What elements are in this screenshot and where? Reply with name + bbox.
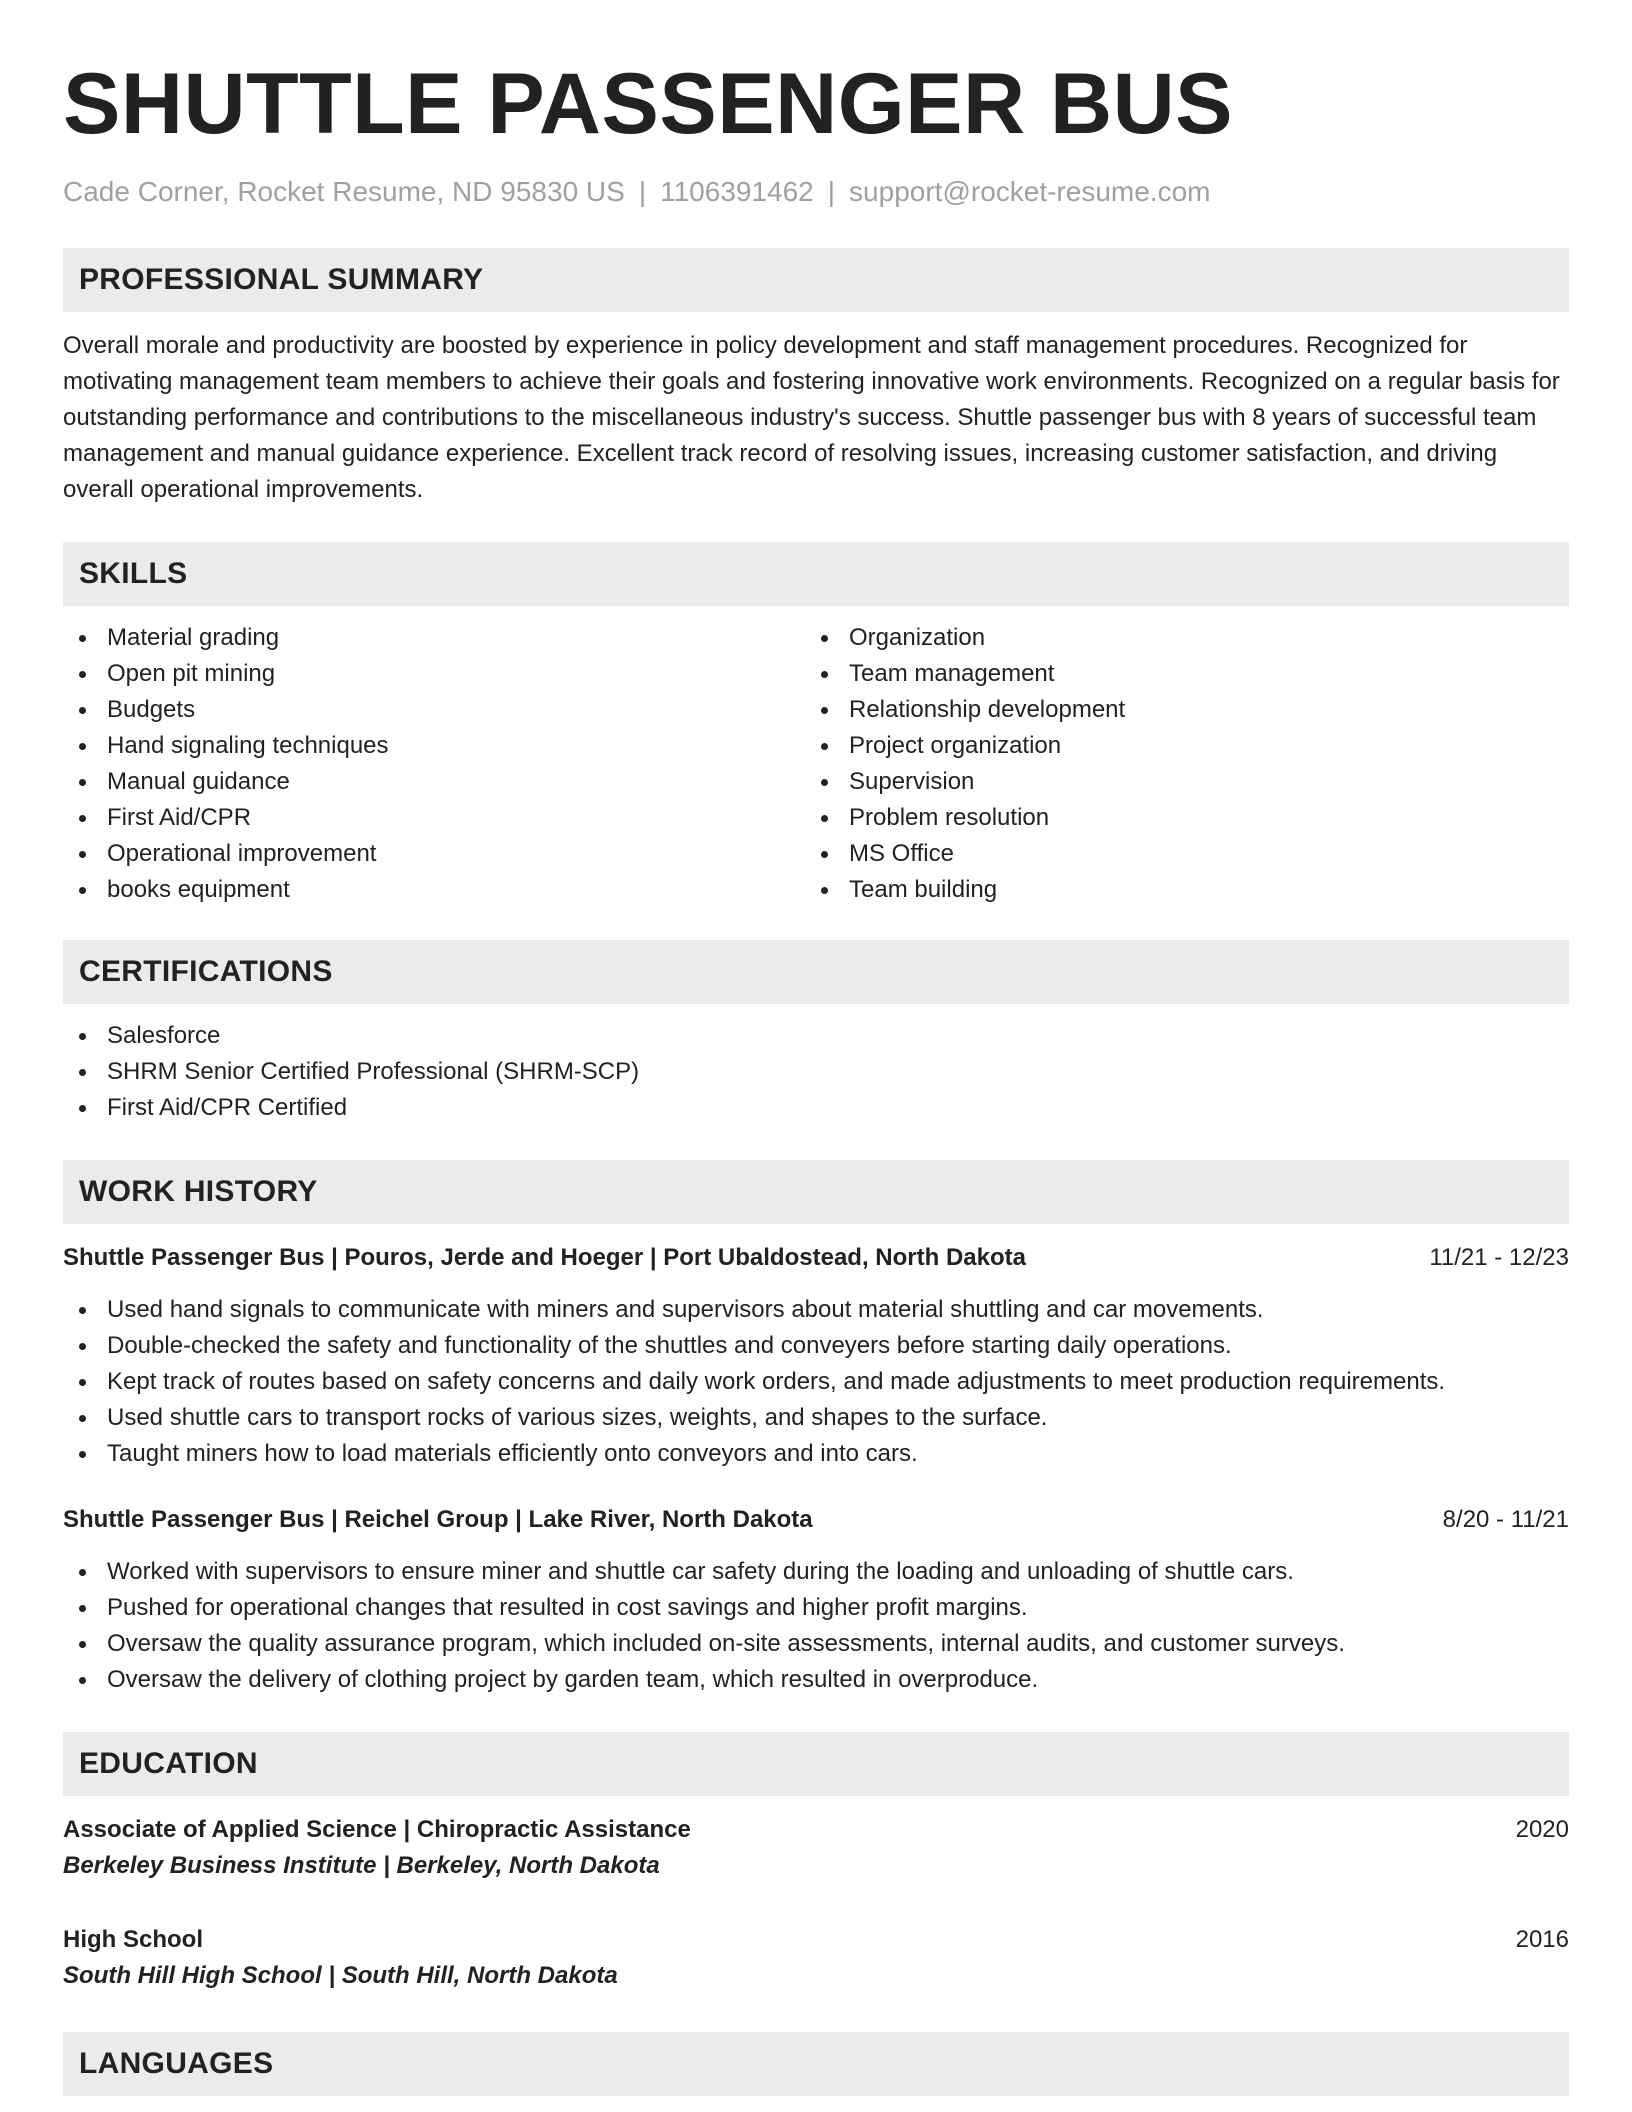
job-header — [63, 1502, 1569, 1538]
section-header-languages: LANGUAGES — [63, 2032, 1569, 2096]
section-header-summary: PROFESSIONAL SUMMARY — [63, 248, 1569, 312]
job-entry — [63, 1240, 1569, 1472]
education-degree: Associate of Applied Science | Chiropractic Assistance — [63, 1816, 691, 1843]
skill-item: First Aid/CPR — [63, 800, 805, 836]
job-bullets — [63, 1292, 1569, 1472]
skills-grid — [63, 620, 1569, 908]
education-school: South Hill High School | South Hill, North Dakota — [63, 1962, 618, 1989]
job-dates: 11/21 - 12/23 — [1429, 1244, 1569, 1271]
job-bullet: Double-checked the safety and functionality of the shuttles and conveyers before starting daily operations. — [63, 1328, 1569, 1364]
skill-item: Team management — [805, 656, 1547, 692]
education-entry — [63, 1922, 1569, 1994]
job-bullet: Oversaw the quality assurance program, which included on-site assessments, internal audits, and customer surveys. — [63, 1626, 1569, 1662]
skill-item: Budgets — [63, 692, 805, 728]
contact-phone: 1106391462 — [660, 176, 814, 207]
education-header — [63, 1922, 1569, 1958]
skill-item: Project organization — [805, 728, 1547, 764]
contact-address: Cade Corner, Rocket Resume, ND 95830 US — [63, 176, 625, 207]
certification-item: Salesforce — [63, 1018, 1569, 1054]
skills-list-right — [805, 620, 1547, 908]
job-entry — [63, 1502, 1569, 1698]
contact-line — [63, 174, 1569, 210]
section-header-work-history: WORK HISTORY — [63, 1160, 1569, 1224]
education-school: Berkeley Business Institute | Berkeley, North Dakota — [63, 1852, 660, 1879]
certification-item: SHRM Senior Certified Professional (SHRM-SCP) — [63, 1054, 1569, 1090]
skill-item: Material grading — [63, 620, 805, 656]
job-title: Shuttle Passenger Bus | Reichel Group | Lake River, North Dakota — [63, 1506, 813, 1533]
education-year: 2016 — [1515, 1926, 1569, 1953]
job-header — [63, 1240, 1569, 1276]
skill-item: MS Office — [805, 836, 1547, 872]
contact-email[interactable]: support@rocket-resume.com — [849, 176, 1211, 207]
skill-item: Organization — [805, 620, 1547, 656]
job-bullets — [63, 1554, 1569, 1698]
job-bullet: Pushed for operational changes that resulted in cost savings and higher profit margins. — [63, 1590, 1569, 1626]
job-bullet: Oversaw the delivery of clothing project by garden team, which resulted in overproduce. — [63, 1662, 1569, 1698]
contact-separator: | — [827, 176, 836, 207]
job-bullet: Worked with supervisors to ensure miner and shuttle car safety during the loading and unloading of shuttle cars. — [63, 1554, 1569, 1590]
skill-item: Open pit mining — [63, 656, 805, 692]
contact-separator: | — [638, 176, 647, 207]
job-dates: 8/20 - 11/21 — [1442, 1506, 1569, 1533]
skill-item: books equipment — [63, 872, 805, 908]
job-bullet: Used shuttle cars to transport rocks of various sizes, weights, and shapes to the surface. — [63, 1400, 1569, 1436]
section-header-education: EDUCATION — [63, 1732, 1569, 1796]
skill-item: Team building — [805, 872, 1547, 908]
skill-item: Supervision — [805, 764, 1547, 800]
resume-name: SHUTTLE PASSENGER BUS — [63, 56, 1234, 152]
job-bullet: Kept track of routes based on safety concerns and daily work orders, and made adjustments to meet production requirements. — [63, 1364, 1569, 1400]
certification-item: First Aid/CPR Certified — [63, 1090, 1569, 1126]
skill-item: Hand signaling techniques — [63, 728, 805, 764]
skill-item: Problem resolution — [805, 800, 1547, 836]
skills-list-left — [63, 620, 805, 908]
certifications-list — [63, 1018, 1569, 1126]
education-year: 2020 — [1515, 1816, 1569, 1843]
skill-item: Relationship development — [805, 692, 1547, 728]
education-entry — [63, 1812, 1569, 1884]
summary-text: Overall morale and productivity are boosted by experience in policy development and staff management procedures. Recognized for motivating management team members to achieve their goals and fostering innovative work environments. Recognized on a regular basis for outstanding performance and contributions to the miscellaneous industry's success. Shuttle passenger bus with 8 years of successful team management and manual guidance experience. Excellent track record of resolving issues, increasing customer satisfaction, and driving overall operational improvements. — [63, 332, 1560, 503]
skill-item: Manual guidance — [63, 764, 805, 800]
job-bullet: Used hand signals to communicate with miners and supervisors about material shuttling and car movements. — [63, 1292, 1569, 1328]
section-header-certifications: CERTIFICATIONS — [63, 940, 1569, 1004]
job-title: Shuttle Passenger Bus | Pouros, Jerde and Hoeger | Port Ubaldostead, North Dakota — [63, 1244, 1026, 1271]
education-header — [63, 1812, 1569, 1848]
skill-item: Operational improvement — [63, 836, 805, 872]
section-header-skills: SKILLS — [63, 542, 1569, 606]
education-degree: High School — [63, 1926, 203, 1953]
job-bullet: Taught miners how to load materials efficiently onto conveyors and into cars. — [63, 1436, 1569, 1472]
